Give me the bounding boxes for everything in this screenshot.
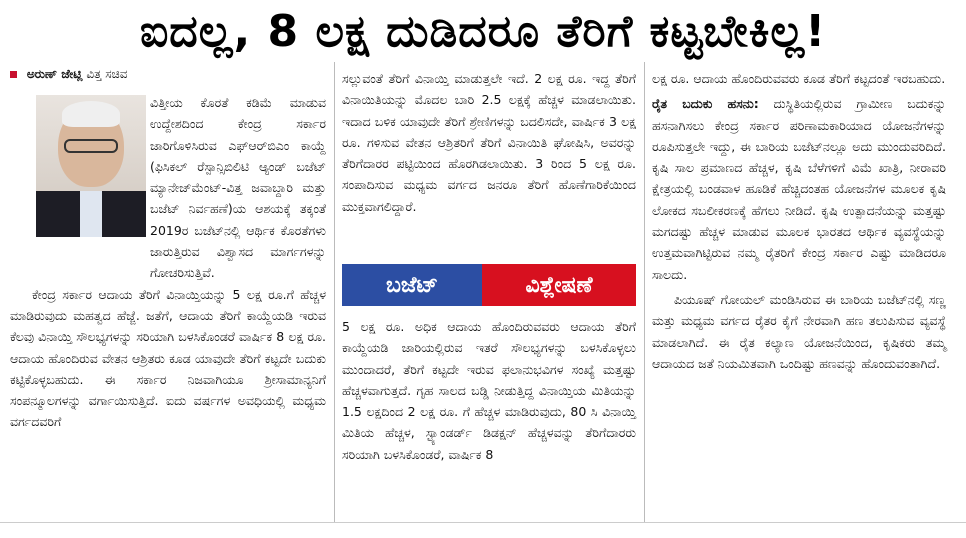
article-paragraph: ಲಕ್ಷ ರೂ. ಆದಾಯ ಹೊಂದಿರುವವರು ಕೂಡ ತೆರಿಗೆ ಕಟ್ಟದಂತೆ ಇರಬಹುದು. bbox=[652, 71, 946, 86]
author-name: ಅರುಣ್ ಜೇಟ್ಲಿ bbox=[26, 67, 83, 81]
article-paragraph bbox=[150, 92, 326, 284]
paragraph-text: ದುಸ್ಥಿತಿಯಲ್ಲಿರುವ ಗ್ರಾಮೀಣ ಬದುಕನ್ನು ಹಸನಾಗಿಸಲು ಕೇಂದ್ರ ಸರ್ಕಾರ ಪರಿಣಾಮಕಾರಿಯಾದ ಯೋಜನೆಗಳನ್ನು ರೂಪಿಸುತ್ತಲೇ ಇದ್ದು, ಈ ಬಾರಿಯ ಬಜೆಟ್‌ನಲ್ಲೂ ಅದು ಮುಂದುವರಿದಿದೆ. ಕೃಷಿ ಸಾಲ ಪ್ರಮಾಣದ ಹೆಚ್ಚಳ, ಕೃಷಿ ಬೆಳೆಗಳಿಗೆ ವಿಮೆ ಖಾತ್ರಿ, ನೀರಾವರಿ ಕ್ಷೇತ್ರಯಲ್ಲಿ ಬಂಡವಾಳ ಹೂಡಿಕೆ ಹೆಚ್ಚಿದಂತಹ ಯೋಜನೆಗಳ ಮೂಲಕ ಕೃಷಿ ಲೋಕದ ಸಬಲೀಕರಣಕ್ಕೆ ಹೆಗಲು ನೀಡಿದೆ. ಕೃಷಿ ಉತ್ಪಾದನೆಯನ್ನು ಮತ್ತಷ್ಟು ಮಗದಷ್ಟು ಹೆಚ್ಚಳ ಮಾಡುವ ಮೂಲಕ ಭಾರತದ ಆರ್ಥಿಕ ವ್ಯವಸ್ಥೆಯನ್ನು ಉತ್ತಮವಾಗಿಟ್ಟಿರುವ ನಮ್ಮ ರೈತರಿಗೆ ಕೇಂದ್ರ ಸರ್ಕಾರ ಎಷ್ಟು ಮಾಡಿದರೂ ಸಾಲದು. bbox=[652, 96, 946, 282]
banner-analysis-label: ವಿಶ್ಲೇಷಣೆ bbox=[482, 264, 636, 306]
article-paragraph bbox=[652, 289, 946, 374]
budget-analysis-banner bbox=[342, 264, 636, 306]
article-paragraph bbox=[10, 284, 326, 433]
column-divider bbox=[644, 62, 645, 522]
article-headline: ಐದಲ್ಲ, 8 ಲಕ್ಷ ದುಡಿದರೂ ತೆರಿಗೆ ಕಟ್ಟಬೇಕಿಲ್ಲ! bbox=[139, 6, 827, 57]
author-role: ವಿತ್ತ ಸಚಿವ bbox=[86, 67, 128, 81]
article-column-2-continued bbox=[342, 316, 636, 465]
banner-budget-label: ಬಜೆಟ್ bbox=[342, 264, 482, 306]
byline bbox=[10, 66, 127, 82]
article-paragraph: 5 ಲಕ್ಷ ರೂ. ಅಧಿಕ ಆದಾಯ ಹೊಂದಿರುವವರು ಆದಾಯ ತೆರಿಗೆ ಕಾಯ್ದೆಯಡಿ ಜಾರಿಯಲ್ಲಿರುವ ಇತರೆ ಸೌಲಭ್ಯಗಳನ್ನು ಬಳಸಿಕೊಳ್ಳಲು ಮುಂದಾದರೆ, ತೆರಿಗೆ ಕಟ್ಟದೇ ಇರುವ ಫಲಾನುಭವಿಗಳ ಸಂಖ್ಯೆ ಮತ್ತಷ್ಟು ಹೆಚ್ಚಳವಾಗುತ್ತದೆ. ಗೃಹ ಸಾಲದ ಬಡ್ಡಿ ನೀಡುತ್ತಿದ್ದ ವಿನಾಯ್ತಿಯ ಮಿತಿಯನ್ನು 1.5 ಲಕ್ಷದಿಂದ 2 ಲಕ್ಷ ರೂ. ಗೆ ಹೆಚ್ಚಳ ಮಾಡಿರುವುದು, 80 ಸಿ ವಿನಾಯ್ತಿ ಮಿತಿಯ ಹೆಚ್ಚಳ, ಸ್ಟ್ಯಾಂಡರ್ಡ್ ಡಿಡಕ್ಷನ್ ಹೆಚ್ಚಳವನ್ನು ತೆರಿಗೆದಾರರು ಸರಿಯಾಗಿ ಬಳಸಿಕೊಂಡರೆ, ವಾರ್ಷಿಕ 8 bbox=[342, 319, 636, 462]
bullet-square-icon bbox=[10, 71, 17, 78]
subheading: ರೈತ ಬದುಕು ಹಸನು: bbox=[652, 96, 759, 112]
column-divider bbox=[334, 62, 335, 522]
paragraph-text: ಕೇಂದ್ರ ಸರ್ಕಾರ ಆದಾಯ ತೆರಿಗೆ ವಿನಾಯ್ತಿಯನ್ನು 5 ಲಕ್ಷ ರೂ.ಗೆ ಹೆಚ್ಚಳ ಮಾಡಿರುವುದು ಮಹತ್ವದ ಹೆಜ್ಜೆ. ಜತೆಗೆ, ಆದಾಯ ತೆರಿಗೆ ಕಾಯ್ದೆಯಡಿ ಇರುವ ಕೆಲವು ವಿನಾಯ್ತಿ ಸೌಲಭ್ಯಗಳನ್ನು ಸರಿಯಾಗಿ ಬಳಸಿಕೊಂಡರೆ ವಾರ್ಷಿಕ 8 ಲಕ್ಷ ರೂ. ಆದಾಯ ಹೊಂದಿರುವ ವೇತನ ಆಶ್ರಿತರು ಕೂಡ ಯಾವುದೇ ತೆರಿಗೆ ಕಟ್ಟದೇ ಬದುಕು ಕಟ್ಟಿಕೊಳ್ಳಬಹುದು. ಈ ಸರ್ಕಾರ ನಿಜವಾಗಿಯೂ ಶ್ರೀಸಾಮಾನ್ಯನಿಗೆ ಸಂಪನ್ಮೂಲಗಳನ್ನು ವರ್ಗಾಯಿಸುತ್ತಿದೆ. ಐದು ವರ್ಷಗಳ ಅವಧಿಯಲ್ಲಿ ಮಧ್ಯಮ ವರ್ಗದವರಿಗೆ bbox=[10, 286, 326, 430]
article-paragraph bbox=[652, 93, 946, 285]
article-paragraph: ಸಲ್ಲುವಂತೆ ತೆರಿಗೆ ವಿನಾಯ್ತಿ ಮಾಡುತ್ತಲೇ ಇದೆ. 2 ಲಕ್ಷ ರೂ. ಇದ್ದ ತೆರಿಗೆ ವಿನಾಯಿತಿಯನ್ನು ಮೊದಲ ಬಾರಿ 2.5 ಲಕ್ಷಕ್ಕೆ ಹೆಚ್ಚಳ ಮಾಡಲಾಯಿತು. ಇದಾದ ಬಳಿಕ ಯಾವುದೇ ತೆರಿಗೆ ಶ್ರೇಣಿಗಳನ್ನು ಬದಲಿಸದೇ, ವಾರ್ಷಿಕ 3 ಲಕ್ಷ ರೂ. ಗಳಿಸುವ ವೇತನ ಆಶ್ರಿತರಿಗೆ ತೆರಿಗೆ ವಿನಾಯಿತಿ ಘೋಷಿಸಿ, ಅವರನ್ನು ತೆರಿಗೆದಾರರ ಪಟ್ಟಿಯಿಂದ ಹೊರಗಿಡಲಾಯಿತು. 3 ರಿಂದ 5 ಲಕ್ಷ ರೂ. ಸಂಪಾದಿಸುವ ಮಧ್ಯಮ ವರ್ಗದ ಜನರೂ ತೆರಿಗೆ ಹೊಣೆಗಾರಿಕೆಯಿಂದ ಮುಕ್ತವಾಗಲಿದ್ದಾರೆ. bbox=[342, 71, 636, 214]
article-column-3 bbox=[652, 68, 946, 374]
paragraph-text: ಪಿಯೂಷ್ ಗೋಯಲ್ ಮಂಡಿಸಿರುವ ಈ ಬಾರಿಯ ಬಜೆಟ್‌ನಲ್ಲಿ ಸಣ್ಣ ಮತ್ತು ಮಧ್ಯಮ ವರ್ಗದ ರೈತರ ಕೈಗೆ ನೇರವಾಗಿ ಹಣ ತಲುಪಿಸುವ ವ್ಯವಸ್ಥೆ ಮಾಡಲಾಗಿದೆ. ಈ ರೈತ ಕಲ್ಯಾಣ ಯೋಜನೆಯಿಂದ, ಕೃಷಿಕರು ತಮ್ಮ ಆದಾಯದ ಜತೆ ನಿಯಮಿತವಾಗಿ ಒಂದಿಷ್ಟು ಹಣವನ್ನು ಹೊಂದುವಂತಾಗಿದೆ. bbox=[652, 291, 946, 371]
bottom-divider bbox=[0, 522, 966, 523]
article-column-1 bbox=[10, 92, 326, 433]
paragraph-text: ವಿತ್ತೀಯ ಕೊರತೆ ಕಡಿಮೆ ಮಾಡುವ ಉದ್ದೇಶದಿಂದ ಕೇಂದ್ರ ಸರ್ಕಾರ ಜಾರಿಗೊಳಿಸಿರುವ ಎಫ್‌ಆರ್‌ಬಿಎಂ ಕಾಯ್ದೆ (ಫಿಸಿಕಲ್ ರೆಸ್ಪಾನ್ಸಿಬಿಲಿಟಿ ಆ್ಯಂಡ್ ಬಜೆಟ್ ಮ್ಯಾನೇಜ್‌ಮೆಂಟ್-ವಿತ್ತ ಜವಾಬ್ದಾರಿ ಮತ್ತು ಬಜೆಟ್ ನಿರ್ವಹಣೆ)ಯ ಆಶಯಕ್ಕೆ ತಕ್ಕಂತೆ 2019ರ ಬಜೆಟ್‌ನಲ್ಲಿ ಆರ್ಥಿಕ ಕೊರತೆಗಳು ಜಾರುತ್ತಿರುವ ವಿಶ್ವಾಸದ ಮಾರ್ಗಗಳನ್ನು ಗೋಚರಿಸುತ್ತಿವೆ. bbox=[150, 95, 326, 281]
article-column-2 bbox=[342, 68, 636, 217]
